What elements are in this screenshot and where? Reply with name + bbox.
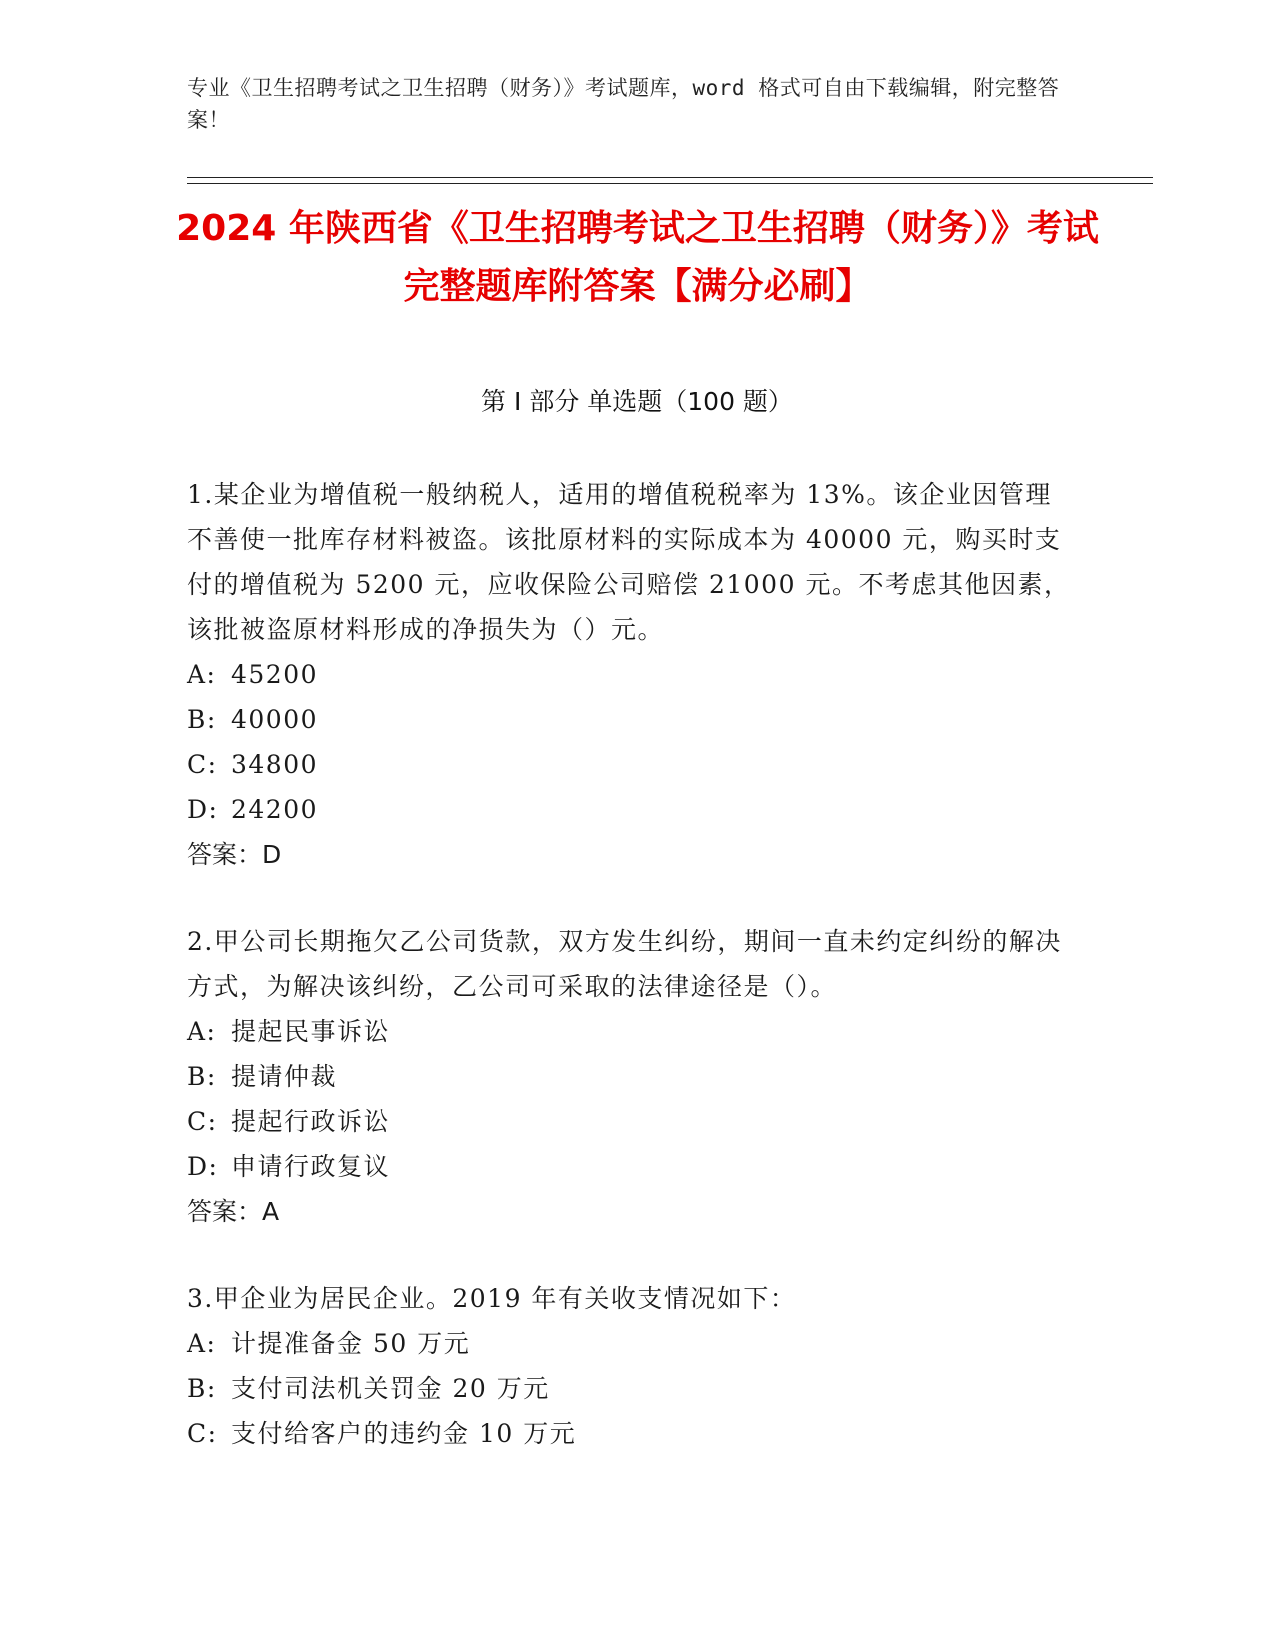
option-letter: A: bbox=[187, 1329, 217, 1358]
option-text: 支付给客户的违约金 10 万元 bbox=[231, 1419, 577, 1448]
option-letter: D: bbox=[187, 795, 219, 824]
option-letter: B: bbox=[187, 1374, 217, 1403]
option-text: 支付司法机关罚金 20 万元 bbox=[231, 1374, 550, 1403]
option-letter: D: bbox=[187, 1152, 219, 1181]
option-text: 申请行政复议 bbox=[231, 1152, 391, 1181]
option-letter: A: bbox=[187, 660, 217, 689]
option-a bbox=[187, 1009, 1077, 1054]
question-1 bbox=[187, 472, 1077, 877]
option-b bbox=[187, 697, 1077, 742]
option-text: 计提准备金 50 万元 bbox=[231, 1329, 471, 1358]
answer: 答案：D bbox=[187, 840, 282, 869]
option-text: 提请仲裁 bbox=[231, 1062, 338, 1091]
option-c bbox=[187, 1411, 1077, 1456]
option-a bbox=[187, 1321, 1077, 1366]
section-title: 第 I 部分 单选题（100 题） bbox=[481, 387, 793, 416]
question-3 bbox=[187, 1276, 1077, 1456]
option-text: 提起行政诉讼 bbox=[231, 1107, 391, 1136]
option-b bbox=[187, 1366, 1077, 1411]
question-stem: 1.某企业为增值税一般纳税人，适用的增值税税率为 13%。该企业因管理不善使一批库存材料被盗。该批原材料的实际成本为 40000 元，购买时支付的增值税为 5200 元，应收保险公司赔偿 21000 元。不考虑其他因素，该批被盗原材料形成的净损失为（）元。 bbox=[187, 480, 1071, 644]
option-text: 40000 bbox=[231, 705, 319, 734]
header-rule-bottom bbox=[187, 183, 1153, 184]
question-stem: 3.甲企业为居民企业。2019 年有关收支情况如下： bbox=[187, 1284, 797, 1313]
option-b bbox=[187, 1054, 1077, 1099]
question-stem: 2.甲公司长期拖欠乙公司货款，双方发生纠纷，期间一直未约定纠纷的解决方式，为解决该纠纷，乙公司可采取的法律途径是（）。 bbox=[187, 927, 1062, 1001]
option-letter: A: bbox=[187, 1017, 217, 1046]
question-list bbox=[187, 472, 1077, 1498]
option-c bbox=[187, 742, 1077, 787]
option-letter: C: bbox=[187, 1107, 218, 1136]
option-text: 提起民事诉讼 bbox=[231, 1017, 391, 1046]
option-d bbox=[187, 1144, 1077, 1189]
question-2 bbox=[187, 919, 1077, 1234]
header-rule-top bbox=[187, 177, 1153, 178]
option-a bbox=[187, 652, 1077, 697]
document-title: 2024 年陕西省《卫生招聘考试之卫生招聘（财务）》考试完整题库附答案【满分必刷】 bbox=[176, 208, 1099, 307]
answer: 答案：A bbox=[187, 1197, 280, 1226]
option-c bbox=[187, 1099, 1077, 1144]
option-text: 24200 bbox=[231, 795, 319, 824]
option-d bbox=[187, 787, 1077, 832]
option-text: 34800 bbox=[231, 750, 319, 779]
option-letter: C: bbox=[187, 750, 218, 779]
option-letter: B: bbox=[187, 1062, 217, 1091]
header-note: 专业《卫生招聘考试之卫生招聘（财务）》考试题库，word 格式可自由下载编辑，附完整答案！ bbox=[187, 76, 1060, 132]
option-letter: C: bbox=[187, 1419, 218, 1448]
option-text: 45200 bbox=[231, 660, 319, 689]
option-letter: B: bbox=[187, 705, 217, 734]
